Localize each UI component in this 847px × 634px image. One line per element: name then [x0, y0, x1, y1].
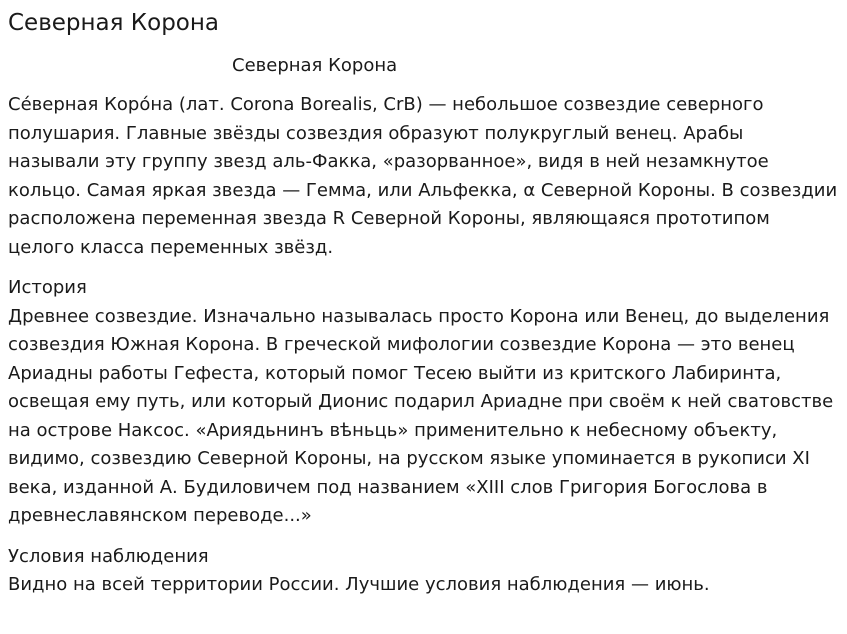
- section-text-history: Древнее созвездие. Изначально называлась просто Корона или Венец, до выделения созвездия Южная Корона. В греческой мифологии созвездие Корона — это венец Ариадны работы Гефеста, который помог Тесею выйти из критского Лабиринта, освещая ему путь, или который Дионис подарил Ариадне при своём к ней сватовстве на острове Наксос. «Ариядьнинъ вѣньць» применительно к небесному объекту, видимо, созвездию Северной Короны, на русском языке упоминается в рукописи XI века, изданной А. Будиловичем под названием «XIII слов Григория Богослова в древнеславянском переводе...»: [8, 305, 834, 526]
- section-history: [8, 274, 840, 531]
- intro-paragraph: Се́верная Коро́на (лат. Corona Borealis, CrB) — небольшое созвездие северного полушария. Главные звёзды созвездия образуют полукруглый венец. Арабы называли эту группу звезд аль-Факка, «разорванное», видя в ней незамкнутое кольцо. Самая яркая звезда — Гемма, или Альфекка, α Северной Короны. В созвездии расположена переменная звезда R Северной Короны, являющаяся прототипом целого класса переменных звёзд.: [8, 94, 838, 258]
- article: [8, 8, 840, 600]
- page-title: Северная Корона: [8, 10, 219, 36]
- image-caption: Северная Корона: [232, 55, 398, 76]
- section-heading-history: История: [8, 277, 87, 298]
- section-observation: [8, 543, 840, 600]
- section-heading-observation: Условия наблюдения: [8, 545, 209, 567]
- section-text-observation: Видно на всей территории России. Лучшие условия наблюдения — июнь.: [8, 574, 710, 595]
